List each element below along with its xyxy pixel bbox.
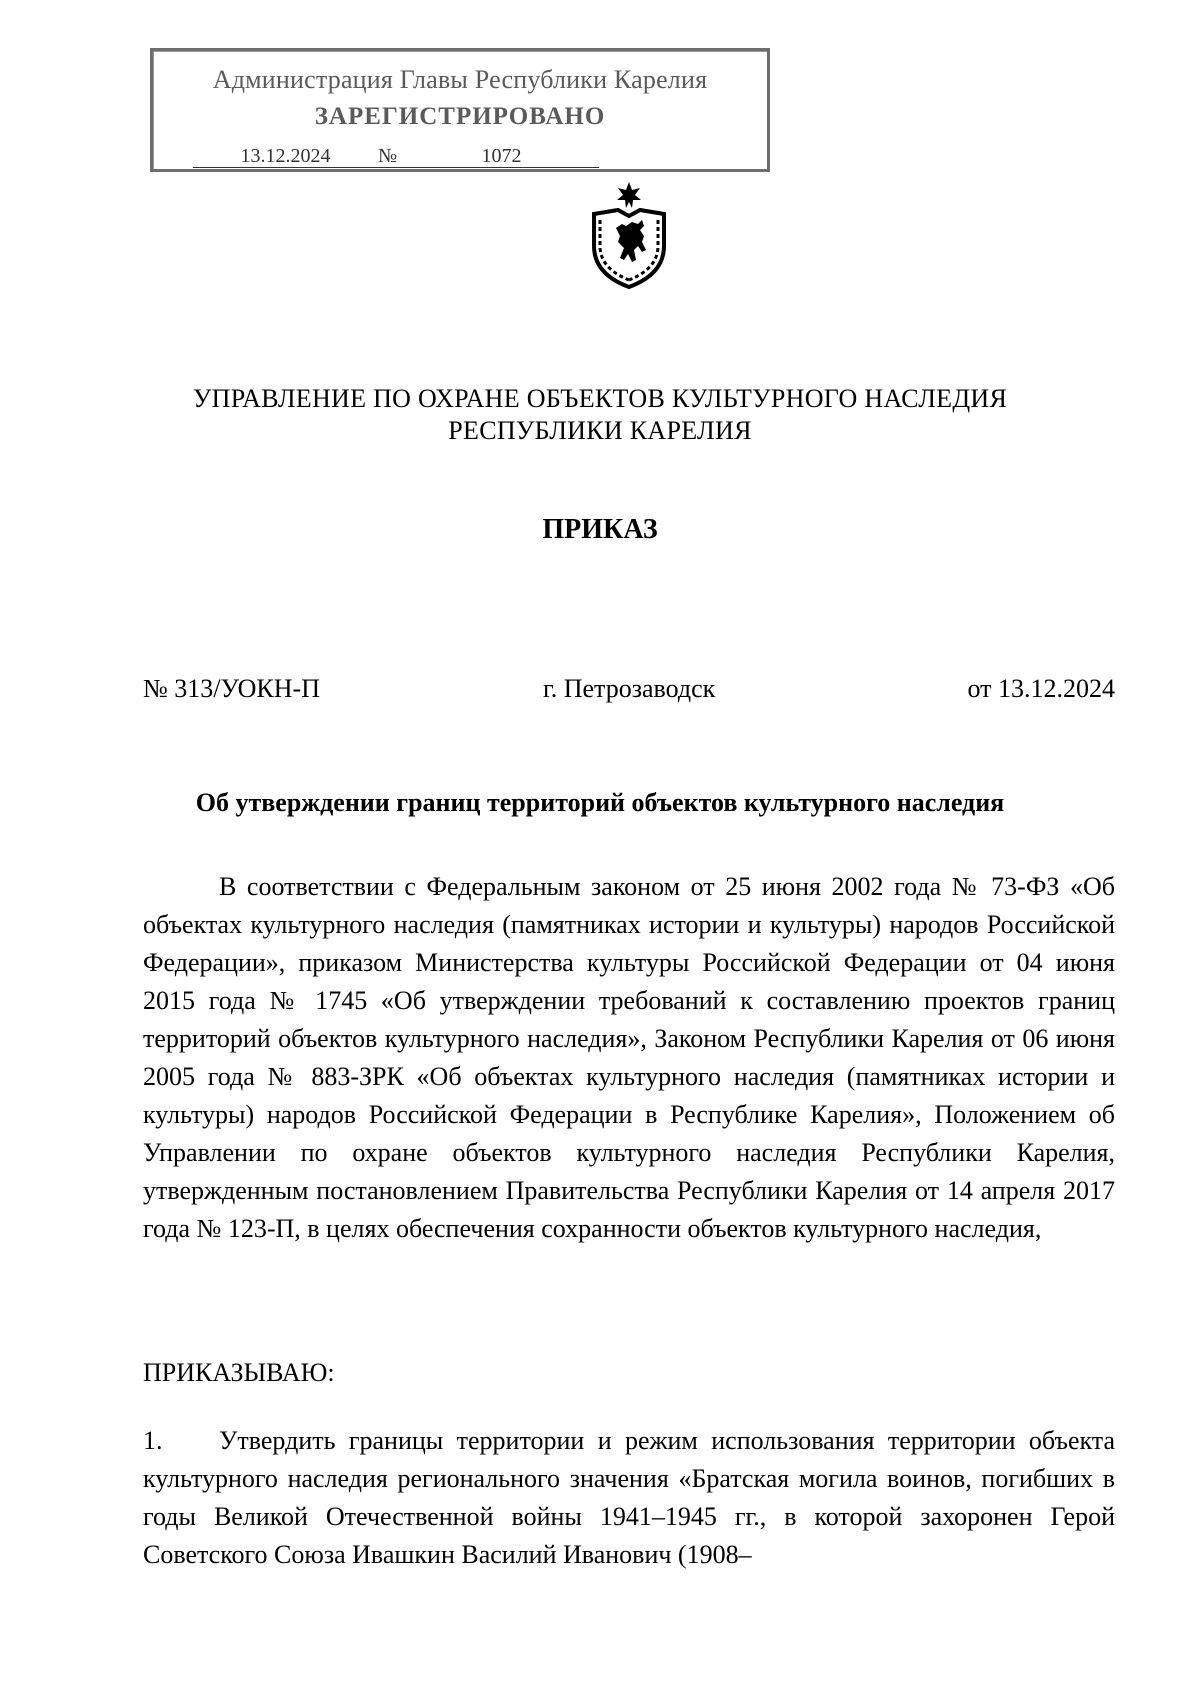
stamp-organization: Администрация Главы Республики Карелия — [212, 65, 708, 94]
stamp-number-label: № — [378, 145, 404, 168]
order-subject: Об утверждении границ территорий объектов культурного наследия — [195, 788, 1005, 817]
order-date: от 13.12.2024 — [967, 674, 1115, 703]
preamble-paragraph: В соответствии с Федеральным законом от 25 июня 2002 года № 73-ФЗ «Об объектах культурного наследия (памятниках истории и культуры) народов Российской Федерации», приказом Министерства культуры Российской Федерации от 04 июня 2015 года № 1745 «Об утверждении требований к составлению проектов границ территорий объектов культурного наследия», Законом Республики Карелия от 06 июня 2005 года № 883-ЗРК «Об объектах культурного наследия (памятниках истории и культуры) народов Российской Федерации в Республике Карелия», Положением об Управлении по охране объектов культурного наследия Республики Карелия, утвержденным постановлением Правительства Республики Карелия от 14 апреля 2017 года № 123-П, в целях обеспечения сохранности объектов культурного наследия, — [143, 872, 1115, 1243]
registration-stamp — [150, 48, 770, 172]
agency-name-line-2: РЕСПУБЛИКИ КАРЕЛИЯ — [448, 416, 752, 445]
karelia-coat-of-arms-icon — [586, 180, 672, 290]
stamp-date: 13.12.2024 — [193, 145, 378, 168]
document-meta-row — [143, 674, 1115, 708]
stamp-registration-line — [193, 145, 599, 168]
order-directive: ПРИКАЗЫВАЮ: — [143, 1358, 335, 1387]
stamp-number: 1072 — [404, 145, 599, 168]
agency-name — [100, 383, 1100, 447]
order-city: г. Петрозаводск — [543, 674, 716, 703]
order-item-text: Утвердить границы территории и режим использования территории объекта культурного наследия регионального значения «Братская могила воинов, погибших в годы Великой Отечественной войны 1941–1945 гг., в которой захоронен Герой Советского Союза Ивашкин Василий Иванович (1908– — [143, 1426, 1115, 1569]
document-type: ПРИКАЗ — [542, 514, 658, 545]
order-item-number: 1. — [143, 1426, 163, 1455]
stamp-status: ЗАРЕГИСТРИРОВАНО — [314, 103, 606, 130]
order-item — [143, 1422, 1115, 1574]
order-number: № 313/УОКН-П — [143, 674, 320, 703]
agency-name-line-1: УПРАВЛЕНИЕ ПО ОХРАНЕ ОБЪЕКТОВ КУЛЬТУРНОГО НАСЛЕДИЯ — [192, 384, 1008, 413]
